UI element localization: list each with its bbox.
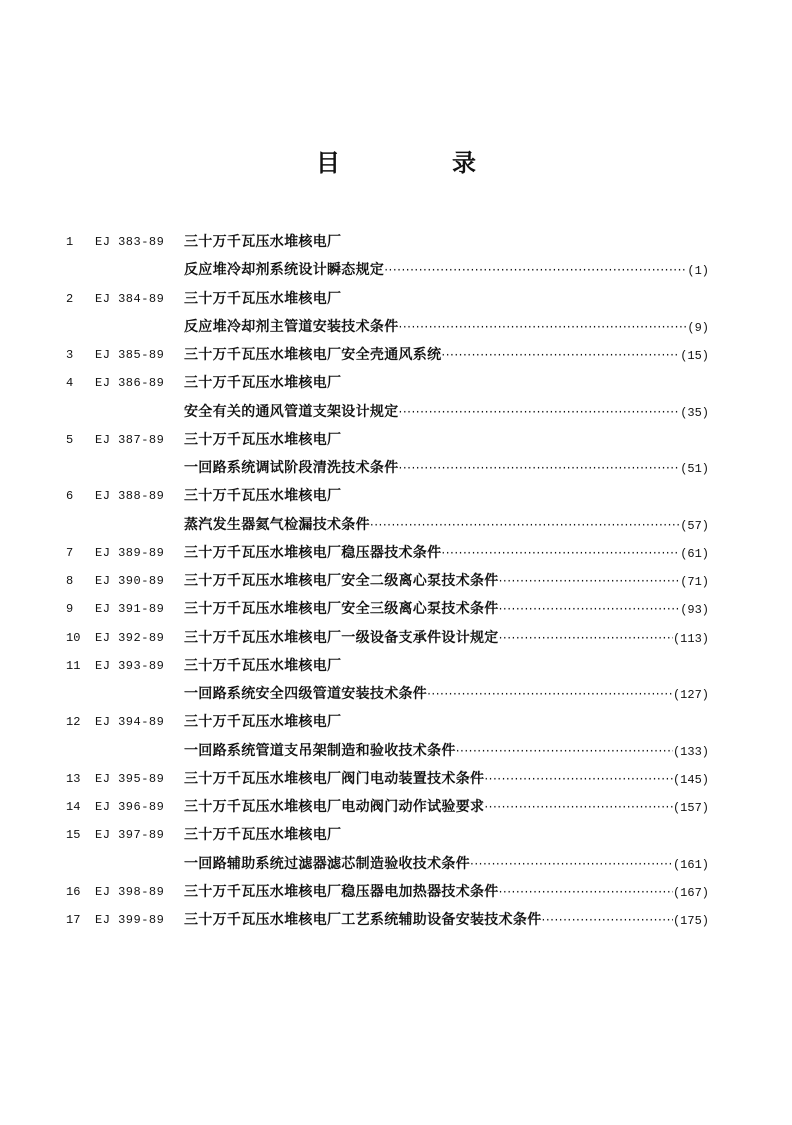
entry-title [184, 484, 709, 508]
standard-code: EJ 391-89 [95, 602, 165, 617]
toc-line [0, 682, 792, 706]
toc-line [0, 428, 792, 452]
toc-line [0, 230, 792, 254]
entry-number: 4 [66, 376, 74, 391]
entry-number: 9 [66, 602, 74, 617]
entry-title [184, 682, 709, 707]
page-number: (145) [672, 772, 709, 787]
entry-title-text: 反应堆冷却剂主管道安装技术条件 [184, 318, 399, 335]
page-title: 目 录 [316, 149, 520, 177]
entry-title [184, 852, 709, 877]
entry-title [184, 767, 709, 792]
entry-number: 5 [66, 432, 74, 447]
standard-code: EJ 386-89 [95, 376, 165, 391]
entry-title-text: 一回路辅助系统过滤器滤芯制造验收技术条件 [184, 855, 470, 872]
entry-title [184, 315, 709, 340]
page-number: (61) [680, 546, 709, 561]
dot-leader [499, 880, 673, 904]
entry-title-text: 三十万千瓦压水堆核电厂一级设备支承件设计规定 [184, 629, 499, 646]
dot-leader [384, 258, 687, 282]
page-number: (9) [687, 320, 709, 335]
toc-line [0, 795, 792, 819]
page-number: (127) [672, 688, 709, 702]
entry-title [184, 541, 709, 566]
entry-title-text: 蒸汽发生器氦气检漏技术条件 [184, 516, 370, 533]
entry-title [184, 456, 709, 481]
toc-line [0, 739, 792, 763]
entry-title-text: 反应堆冷却剂系统设计瞬态规定 [184, 262, 385, 279]
entry-title-text: 三十万千瓦压水堆核电厂 [184, 827, 342, 844]
entry-number: 8 [66, 574, 74, 588]
standard-code: EJ 390-89 [95, 574, 165, 588]
toc-line [0, 287, 792, 311]
page-number: (57) [680, 518, 709, 533]
entry-title [184, 230, 709, 254]
toc-line [0, 569, 792, 593]
standard-code: EJ 394-89 [95, 715, 165, 730]
entry-title [184, 287, 709, 311]
entry-title [184, 795, 709, 820]
toc-line [0, 456, 792, 480]
page-number: (175) [672, 914, 709, 928]
toc-line [0, 654, 792, 678]
dot-leader [427, 682, 673, 706]
entry-title [184, 258, 709, 283]
toc-line [0, 343, 792, 367]
toc-line [0, 852, 792, 876]
toc-line [0, 371, 792, 395]
page-number: (1) [687, 264, 709, 279]
entry-title-text: 三十万千瓦压水堆核电厂 [184, 714, 342, 731]
page-number: (133) [672, 744, 709, 759]
page-number: (15) [680, 349, 709, 363]
page-number: (35) [680, 405, 709, 420]
entry-title-text: 安全有关的通风管道支架设计规定 [184, 403, 399, 420]
toc-line [0, 484, 792, 508]
entry-title [184, 428, 709, 452]
entry-title-text: 三十万千瓦压水堆核电厂阀门电动装置技术条件 [184, 770, 485, 787]
entry-title-text: 一回路系统安全四级管道安装技术条件 [184, 686, 428, 702]
standard-code: EJ 387-89 [95, 432, 165, 447]
page-number: (167) [672, 885, 709, 900]
entry-title-text: 三十万千瓦压水堆核电厂稳压器技术条件 [184, 544, 442, 561]
entry-title-text: 三十万千瓦压水堆核电厂 [184, 375, 342, 392]
entry-title-text: 三十万千瓦压水堆核电厂 [184, 290, 342, 307]
page-number: (157) [672, 801, 709, 815]
entry-title-text: 三十万千瓦压水堆核电厂安全二级离心泵技术条件 [184, 573, 499, 589]
standard-code: EJ 399-89 [95, 913, 165, 927]
entry-title-text: 三十万千瓦压水堆核电厂安全三级离心泵技术条件 [184, 601, 499, 618]
entry-title-text: 三十万千瓦压水堆核电厂 [184, 234, 342, 250]
page-number: (51) [680, 462, 709, 476]
entry-title-text: 一回路系统管道支吊架制造和验收技术条件 [184, 742, 456, 759]
entry-number: 1 [66, 235, 74, 249]
dot-leader [441, 343, 680, 367]
toc-line [0, 908, 792, 932]
dot-leader [399, 456, 681, 480]
dot-leader [499, 626, 673, 650]
toc-line [0, 597, 792, 621]
entry-number: 14 [66, 800, 81, 814]
standard-code: EJ 385-89 [95, 348, 165, 362]
entry-title-text: 三十万千瓦压水堆核电厂 [184, 488, 342, 505]
dot-leader [456, 739, 673, 763]
dot-leader [470, 852, 673, 876]
entry-title-text: 一回路系统调试阶段清洗技术条件 [184, 460, 399, 476]
entry-title-text: 三十万千瓦压水堆核电厂工艺系统辅助设备安装技术条件 [184, 912, 542, 928]
toc-line [0, 541, 792, 565]
entry-title-text: 三十万千瓦压水堆核电厂 [184, 431, 342, 448]
standard-code: EJ 384-89 [95, 291, 165, 306]
dot-leader [484, 795, 673, 819]
entry-title-text: 三十万千瓦压水堆核电厂安全壳通风系统 [184, 347, 442, 363]
dot-leader [542, 908, 673, 932]
toc-line [0, 767, 792, 791]
toc-line [0, 315, 792, 339]
entry-number: 11 [66, 658, 81, 673]
entry-title [184, 710, 709, 734]
entry-number: 2 [66, 291, 74, 306]
dot-leader [499, 597, 681, 621]
entry-title [184, 654, 709, 678]
entry-title [184, 569, 709, 594]
standard-code: EJ 389-89 [95, 545, 165, 560]
standard-code: EJ 395-89 [95, 771, 165, 786]
entry-title-text: 三十万千瓦压水堆核电厂电动阀门动作试验要求 [184, 799, 485, 815]
page-number: (113) [672, 631, 709, 646]
toc-line [0, 626, 792, 650]
dot-leader [370, 513, 680, 537]
dot-leader [499, 569, 681, 593]
entry-title-text: 三十万千瓦压水堆核电厂稳压器电加热器技术条件 [184, 883, 499, 900]
page-number: (161) [672, 857, 709, 872]
standard-code: EJ 393-89 [95, 658, 165, 673]
entry-number: 6 [66, 489, 74, 504]
entry-title [184, 597, 709, 622]
entry-number: 3 [66, 348, 74, 362]
entry-number: 16 [66, 884, 81, 899]
entry-title-text: 三十万千瓦压水堆核电厂 [184, 657, 342, 674]
entry-title [184, 513, 709, 538]
dot-leader [399, 400, 681, 424]
entry-number: 15 [66, 828, 81, 843]
standard-code: EJ 398-89 [95, 884, 165, 899]
standard-code: EJ 396-89 [95, 800, 165, 814]
standard-code: EJ 383-89 [95, 235, 165, 249]
standard-code: EJ 388-89 [95, 489, 165, 504]
dot-leader [441, 541, 680, 565]
standard-code: EJ 392-89 [95, 630, 165, 645]
standard-code: EJ 397-89 [95, 828, 165, 843]
entry-number: 17 [66, 913, 81, 927]
entry-title [184, 343, 709, 368]
entry-title [184, 739, 709, 764]
entry-title [184, 823, 709, 847]
toc-line [0, 823, 792, 847]
entry-number: 10 [66, 630, 81, 645]
toc-line [0, 513, 792, 537]
toc-line [0, 258, 792, 282]
page-number: (71) [680, 575, 709, 589]
entry-number: 7 [66, 545, 74, 560]
page-number: (93) [680, 603, 709, 618]
entry-number: 12 [66, 715, 81, 730]
entry-title [184, 371, 709, 395]
dot-leader [399, 315, 688, 339]
toc-line [0, 710, 792, 734]
toc-line [0, 880, 792, 904]
entry-title [184, 880, 709, 905]
entry-title [184, 626, 709, 651]
entry-title [184, 400, 709, 425]
toc-line [0, 400, 792, 424]
entry-number: 13 [66, 771, 81, 786]
dot-leader [484, 767, 673, 791]
entry-title [184, 908, 709, 933]
